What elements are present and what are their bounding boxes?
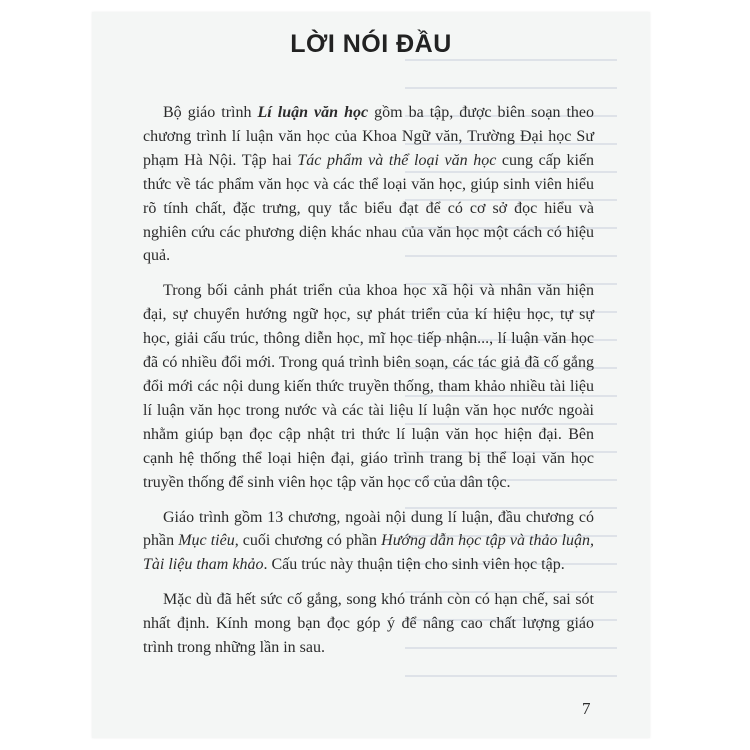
book-title-emphasis: Lí luận văn học — [257, 104, 369, 121]
volume-title-emphasis: Tác phẩm và thể loại văn học — [297, 151, 497, 169]
paragraph-3: Giáo trình gồm 13 chương, ngoài nội dung lí luận, đầu chương có phần Mục tiêu, cuối chương có phần Hướng dẫn học tập và thảo luận, Tài liệu tham khảo. Cấu trúc này thuận tiện cho sinh viên học tập. — [143, 508, 595, 574]
paragraph-4: Mặc dù đã hết sức cố gắng, song khó tránh còn có hạn chế, sai sót nhất định. Kính mong bạn đọc góp ý để nâng cao chất lượng giáo trình trong những lần in sau. — [143, 591, 594, 657]
page-title: LỜI NÓI ĐẦU — [290, 30, 452, 58]
preface-body — [143, 101, 594, 671]
page-number: 7 — [582, 699, 591, 718]
paragraph-1: Bộ giáo trình Lí luận văn học gồm ba tập, được biên soạn theo chương trình lí luận văn học của Khoa Ngữ văn, Trường Đại học Sư phạm Hà Nội. Tập hai Tác phẩm và thể loại văn học cung cấp kiến thức về tác phẩm văn học và các thể loại văn học, giúp sinh viên hiểu rõ tính chất, đặc trưng, quy tắc biểu đạt để có cơ sở đọc hiểu và nghiên cứu các phương diện khác nhau của văn học một cách có hiệu quả. — [143, 104, 595, 265]
paragraph-2: Trong bối cảnh phát triển của khoa học xã hội và nhân văn hiện đại, sự chuyển hướng ngữ học, sự phát triển của kí hiệu học, tự sự học, giải cấu trúc, thông diễn học, mĩ học tiếp nhận..., lí luận văn học đã có nhiều đổi mới. Trong quá trình biên soạn, các tác giả đã cố gắng đổi mới các nội dung kiến thức truyền thống, tham khảo nhiều tài liệu lí luận văn học trong nước và các tài liệu lí luận văn học nước ngoài nhằm giúp bạn đọc cập nhật tri thức lí luận văn học hiện đại. Bên cạnh hệ thống thể loại hiện đại, giáo trình trang bị thể loại văn học truyền thống để sinh viên học tập văn học cổ của dân tộc. — [143, 282, 594, 491]
section-name-emphasis: Hướng dẫn học tập và thảo luận, Tài liệu tham khảo — [143, 532, 595, 574]
section-name-emphasis: Mục tiêu — [178, 532, 235, 550]
